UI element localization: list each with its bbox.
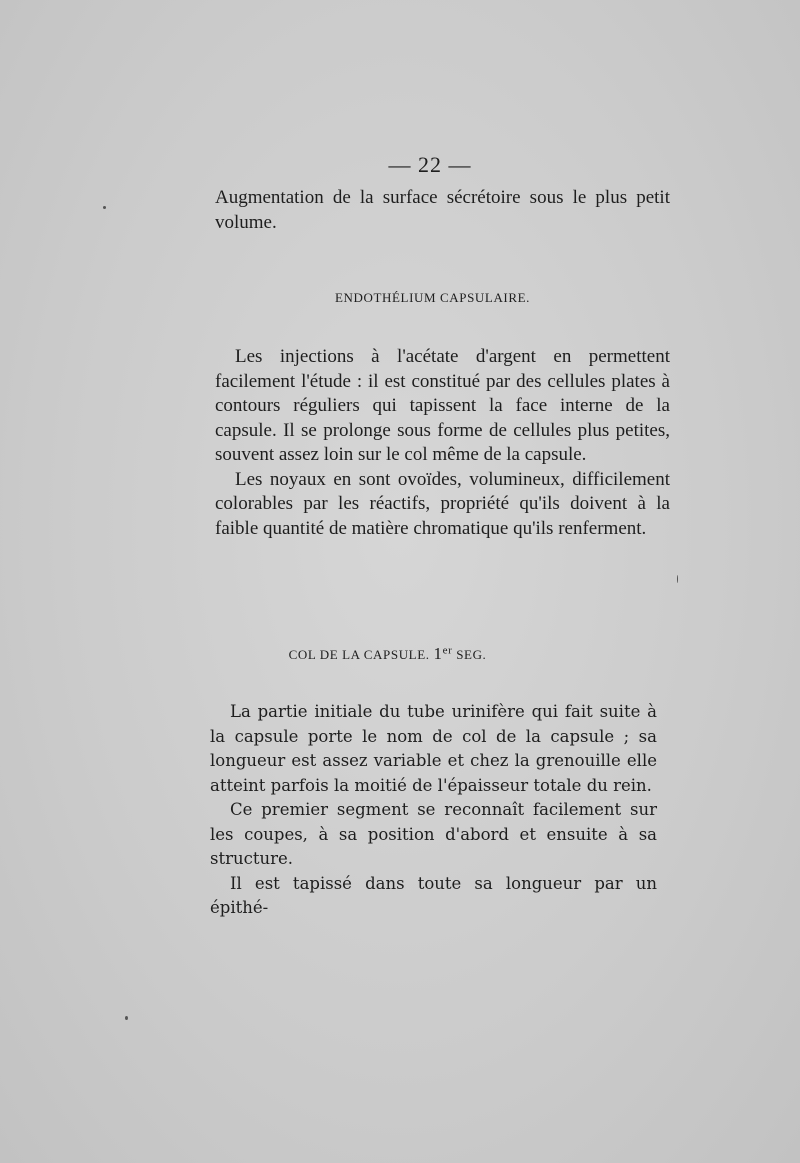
paper-speck <box>125 1016 128 1020</box>
endothelium-paragraph-1: Les injections à l'acétate d'argent en permettent facilement l'étude : il est constitué par des cellules plates à contours réguliers qui tapissent la face interne de la capsule. Il se prolonge sous forme de cellules plus petites, souvent assez loin sur le col même de la capsule. <box>215 346 670 465</box>
col-section <box>210 700 657 921</box>
page-number: — 22 — <box>388 152 472 177</box>
endothelium-paragraph-2: Les noyaux en sont ovoïdes, volumineux, difficilement colorables par les réactifs, propriété qu'ils doivent à la faible quantité de matière chromatique qu'ils renferment. <box>215 468 670 539</box>
col-paragraph-1: La partie initiale du tube urinifère qui fait suite à la capsule porte le nom de col de la capsule ; sa longueur est assez variable et chez la grenouille elle atteint parfois la moitié de l'épaisseur totale du rein. <box>210 702 657 795</box>
endothelium-section <box>215 345 670 541</box>
col-paragraph-2: Ce premier segment se reconnaît facilement sur les coupes, à sa position d'abord et ensuite à sa structure. <box>210 800 657 868</box>
heading-col-ordinal: 1 <box>433 644 443 663</box>
heading-col-suffix: SEG. <box>456 647 487 662</box>
col-paragraph-3: Il est tapissé dans toute sa longueur par un épithé- <box>210 873 657 917</box>
paper-speck <box>677 575 678 583</box>
paper-speck <box>103 206 106 209</box>
section-heading-col <box>160 644 615 664</box>
intro-paragraph <box>215 186 670 235</box>
intro-text: Augmentation de la surface sécrétoire sous le plus petit volume. <box>215 187 670 233</box>
section-heading-endothelium: ENDOTHÉLIUM CAPSULAIRE. <box>334 290 531 305</box>
heading-col-ordinal-suffix: er <box>442 644 453 657</box>
heading-col-prefix: COL DE LA CAPSULE. <box>288 647 430 662</box>
